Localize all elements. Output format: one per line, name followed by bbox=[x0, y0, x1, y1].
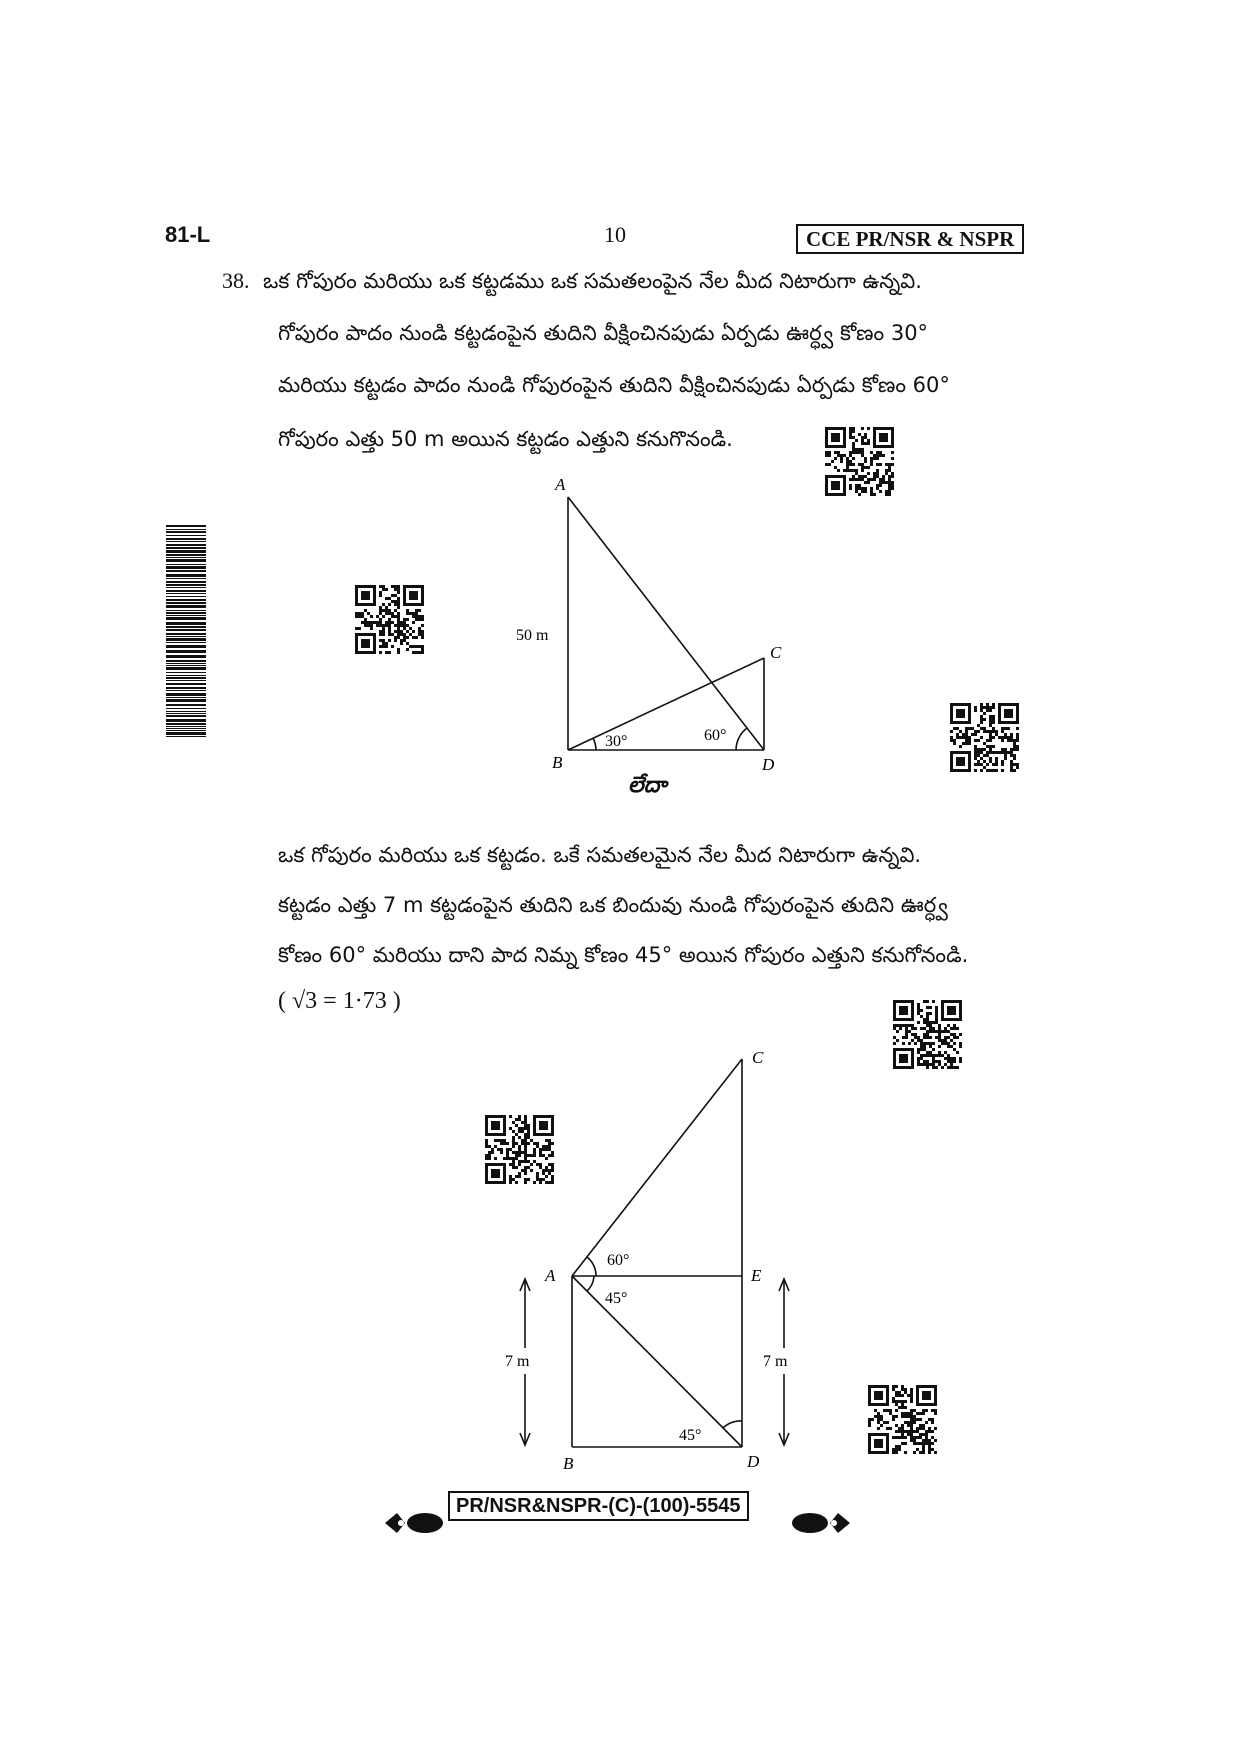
point-c-label: C bbox=[752, 1048, 764, 1067]
exam-code-box: CCE PR/NSR & NSPR bbox=[796, 224, 1024, 254]
point-d-label: D bbox=[747, 1452, 760, 1471]
angle-d-arc bbox=[736, 728, 747, 750]
question-line-3: మరియు కట్టడం పాదం నుండి గోపురంపైన తుదిని వీక్షించినపుడు ఏర్పడు కోణం 60° bbox=[278, 373, 950, 397]
sight-ac-line bbox=[572, 1059, 742, 1276]
qr-code-icon bbox=[893, 1000, 963, 1070]
angle-d-arc bbox=[723, 1421, 742, 1428]
question-line-2: గోపురం పాదం నుండి కట్టడంపైన తుదిని వీక్షించినపుడు ఏర్పడు ఊర్ధ్వ కోణం 30° bbox=[278, 321, 929, 345]
angle-d-value: 60° bbox=[704, 727, 727, 744]
footer-code-box: PR/NSR&NSPR-(C)-(100)-5545 bbox=[448, 1491, 749, 1521]
angle-60-arc bbox=[587, 1257, 596, 1276]
or-label: లేదా bbox=[628, 773, 667, 798]
left-height-label: 7 m bbox=[505, 1353, 530, 1370]
qr-code-icon bbox=[485, 1115, 555, 1185]
angle-45-value: 45° bbox=[605, 1290, 628, 1307]
alt-question-line-1: ఒక గోపురం మరియు ఒక కట్టడం. ఒకే సమతలమైన నేల మీద నిటారుగా ఉన్నవి. bbox=[278, 843, 922, 867]
angle-b-value: 30° bbox=[605, 733, 628, 750]
alt-question-line-3: కోణం 60° మరియు దాని పాద నిమ్న కోణం 45° అయిన గోపురం ఎత్తుని కనుగోనండి. bbox=[278, 943, 969, 967]
qr-code-icon bbox=[950, 703, 1020, 773]
footer-ornament-right-icon bbox=[790, 1508, 852, 1538]
point-d-label: D bbox=[762, 755, 775, 774]
sight-ad-line bbox=[572, 1276, 742, 1447]
qr-code-icon bbox=[868, 1385, 938, 1455]
sight-bc-line bbox=[568, 658, 764, 750]
question-number: 38. bbox=[222, 268, 250, 293]
angle-60-value: 60° bbox=[607, 1252, 630, 1269]
point-b-label: B bbox=[552, 753, 563, 772]
point-a-label: A bbox=[555, 475, 566, 494]
point-b-label: B bbox=[563, 1454, 574, 1473]
figure-2-diagram bbox=[495, 1035, 805, 1475]
question-line-4: గోపురం ఎత్తు 50 m అయిన కట్టడం ఎత్తుని కనుగొనండి. bbox=[278, 427, 733, 451]
angle-d-value: 45° bbox=[679, 1427, 702, 1444]
angle-b-arc bbox=[593, 738, 596, 750]
footer-ornament-left-icon bbox=[383, 1508, 445, 1538]
point-e-label: E bbox=[751, 1266, 762, 1285]
point-a-label: A bbox=[545, 1266, 556, 1285]
figure-1-diagram bbox=[500, 470, 800, 780]
paper-code: 81-L bbox=[165, 222, 211, 247]
point-c-label: C bbox=[770, 643, 782, 662]
right-height-label: 7 m bbox=[763, 1353, 788, 1370]
sight-da-line bbox=[568, 497, 764, 750]
sqrt-note: ( √3 = 1·73 ) bbox=[278, 988, 401, 1014]
page-number: 10 bbox=[604, 222, 626, 247]
qr-code-icon bbox=[825, 427, 895, 497]
tower-height-label: 50 m bbox=[516, 627, 549, 644]
alt-question-line-2: కట్టడం ఎత్తు 7 m కట్టడంపైన తుదిని ఒక బిందువు నుండి గోపురంపైన తుదిని ఊర్ధ్వ bbox=[278, 893, 948, 917]
angle-45-arc bbox=[587, 1276, 594, 1291]
question-line-1: ఒక గోపురం మరియు ఒక కట్టడము ఒక సమతలంపైన నేల మీద నిటారుగా ఉన్నవి. bbox=[263, 269, 922, 293]
barcode bbox=[166, 525, 206, 740]
qr-code-icon bbox=[355, 585, 425, 655]
